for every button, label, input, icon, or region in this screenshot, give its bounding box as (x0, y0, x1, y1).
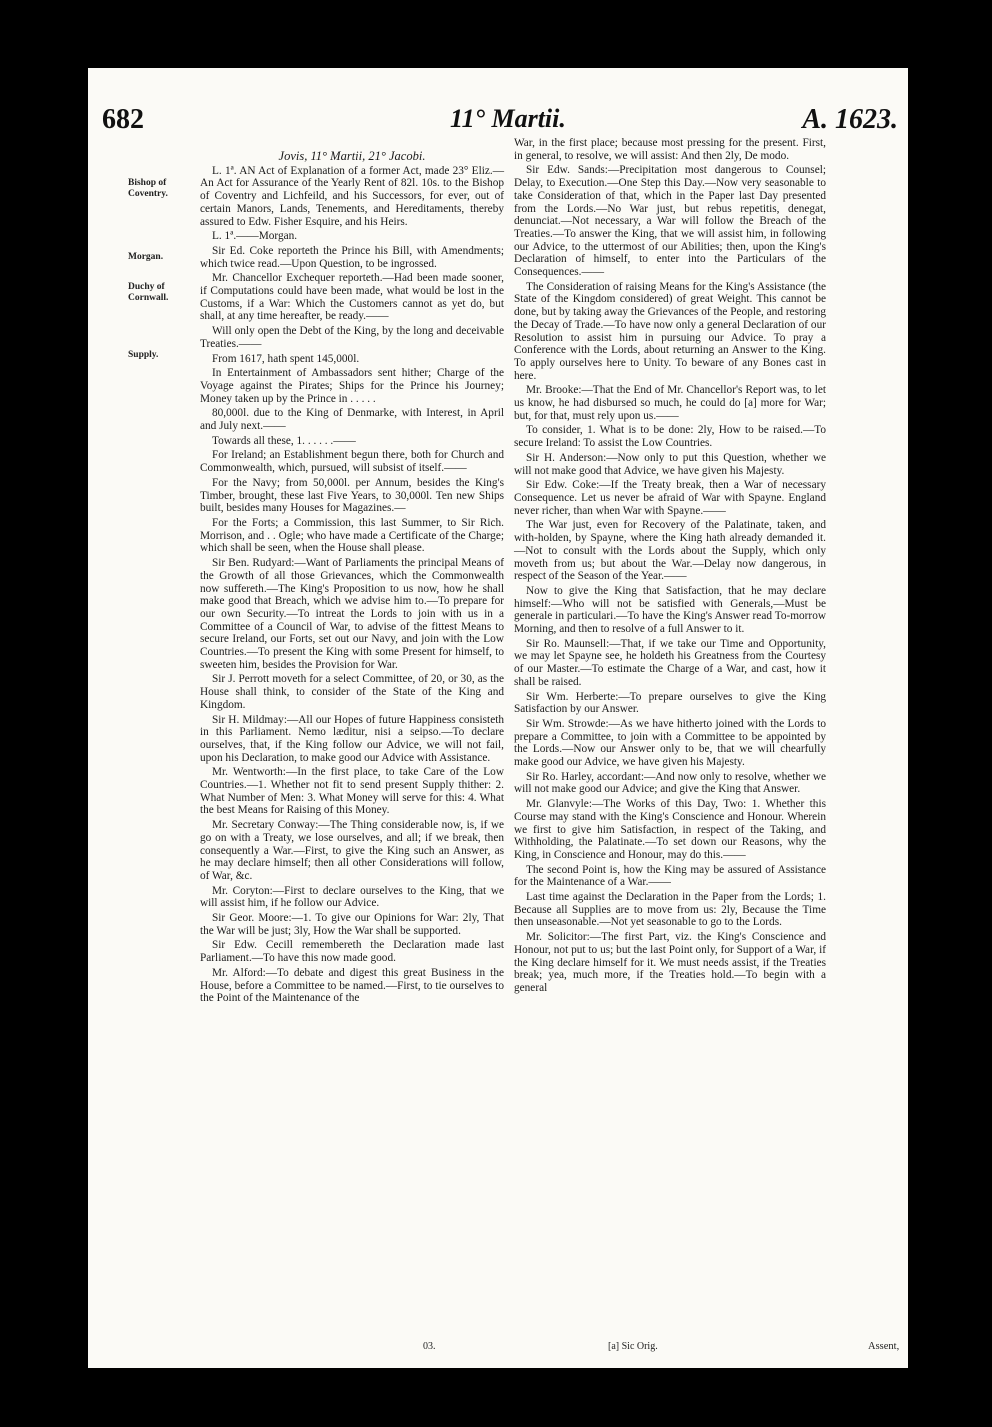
paragraph: L. 1ª.——Morgan. (212, 230, 298, 243)
document-page (88, 68, 908, 1368)
signature-mark: 03. (423, 1341, 436, 1352)
catchword: Assent, (868, 1341, 900, 1352)
paragraph: Sir Ro. Maunsell:—That, if we take our Time and Opportunity, we may let Spayne see, he holdeth his Greatness from the Courtesy of our Master.—To estimate the Charge of a War, and cast, how it shall be raised. (514, 637, 826, 688)
running-title: 11° Martii. (450, 104, 566, 133)
paragraph: Mr. Coryton:—First to declare ourselves to the King, that we will assist him, if he follow our Advice. (200, 884, 504, 910)
paragraph: Mr. Wentworth:—In the first place, to take Care of the Low Countries.—1. Whether not fit to send present Supply thither: 2. What Number of Men: 3. What Money will serve for this: 4. What the best Means for Raising of this Money. (200, 766, 504, 817)
right-column-body (514, 137, 826, 995)
paragraph: Mr. Chancellor Exchequer reporteth.—Had been made sooner, if Computations could have been made, what would be lost in the Customs, if a War: Which the Customers cannot as yet do, but shall, at any time hereafter, be ready.—— (200, 272, 504, 323)
year-heading: A. 1623. (802, 104, 898, 135)
paragraph: For Ireland; an Establishment begun there, both for Church and Commonwealth, which, pursued, will subsist of itself.—— (200, 449, 504, 475)
page-number: 682 (102, 104, 144, 135)
paragraph: Mr. Secretary Conway:—The Thing considerable now, is, if we go on with a Treaty, we lose ourselves, and all; if we break, then consequently a War.—First, to give the King such an Answer, as he may declare himself; then all other Considerations will follow, of War, &c. (200, 819, 504, 882)
margin-note: Bishop of Coventry. (128, 178, 168, 199)
paragraph: From 1617, hath spent 145,000l. (212, 352, 360, 365)
paragraph: Sir Ed. Coke reporteth the Prince his Bill, with Amendments; which twice read.—Upon Question, to be ingrossed. (200, 244, 504, 270)
paragraph: To consider, 1. What is to be done: 2ly, How to be raised.—To secure Ireland: To assist the Low Countries. (514, 424, 826, 450)
paragraph: Now to give the King that Satisfaction, that he may declare himself:—Who will not be satisfied with Generals,—Must be generale in particulari.—To have the King's Answer read To-morrow Morning, and then to resolve of a full Answer to it. (514, 584, 826, 636)
paragraph: Mr. Brooke:—That the End of Mr. Chancellor's Report was, to let us know, he had disbursed so much, he could do [a] more for War; but, for that, must rely upon us.—— (514, 384, 826, 422)
margin-note: Supply. (128, 350, 159, 360)
paragraph: War, in the first place; because most pressing for the present. First, in general, to resolve, we will assist: And then 2ly, De modo. (514, 137, 826, 162)
paragraph: Sir H. Anderson:—Now only to put this Question, whether we will not make good that Advice, we have given his Majesty. (514, 451, 826, 477)
paragraph: Sir Geor. Moore:—1. To give our Opinions for War: 2ly, That the War will be just; 3ly, How the War shall be supported. (200, 912, 504, 937)
paragraph: Mr. Solicitor:—The first Part, viz. the King's Conscience and Honour, not put to us; but the last Point only, for Support of a War, if the King declare himself for it. We must needs assist, if the Treaties break; yea, much more, if the Treaties hold.—To begin with a general (514, 931, 826, 994)
paragraph: Sir Ben. Rudyard:—Want of Parliaments the principal Means of the Growth of all those Grievances, which the Commonwealth now suffereth.—The King's Proposition to us now, how he shall make good that Breach, which we advise him to.—To prepare for our own Security.—To intreat the Lords to join with us in a Committee of a Council of War, to advise of the fittest Means to secure Ireland, our Forts, set out our Navy, and join with the Low Countries.—To present the King with some Present for himself, to sweeten him, besides the Provision for War. (200, 557, 504, 671)
paragraph: Towards all these, 1. . . . . .—— (212, 434, 356, 447)
paragraph: Sir Edw. Sands:—Precipitation most dangerous to Counsel; Delay, to Execution.—One Step this Day.—Now very seasonable to take Consideration of that, which in the Paper last Day presented from the Lords.—No War just, but rebus repetitis, denegat, denunciat.—Not necessary, a War will follow the Breach of the Treaties.—To answer the King, that we will assist him, in following our Advice, to the uttermost of our Abilities; then, upon the King's Declaration of himself, to enter into the Particulars of the Consequences.—— (514, 164, 826, 279)
paragraph: For the Navy; from 50,000l. per Annum, besides the King's Timber, brought, these last Five Years, to 30,000l. Ten new Ships built, besides many Houses for Magazines.— (200, 476, 504, 515)
paragraph: Sir Edw. Coke:—If the Treaty break, then a War of necessary Consequence. Let us never be afraid of War with Spayne. England never richer, than when War with Spayne.—— (514, 479, 826, 517)
paragraph: Last time against the Declaration in the Paper from the Lords; 1. Because all Supplies are to move from us: 2ly, Because the Time then unseasonable.—Not yet seasonable to go to the Lords. (514, 891, 826, 929)
paragraph: Sir Wm. Herberte:—To prepare ourselves to give the King Satisfaction by our Answer. (514, 690, 826, 716)
paragraph: Sir Edw. Cecill remembereth the Declaration made last Parliament.—To have this now made good. (200, 939, 504, 965)
margin-note: Duchy of Cornwall. (128, 282, 169, 303)
paragraph: For the Forts; a Commission, this last Summer, to Sir Rich. Morrison, and . . Ogle; who have made a Certificate of the Charge; which shall be seen, when the House shall please. (200, 516, 504, 555)
left-column (200, 150, 504, 1007)
paragraph: The second Point is, how the King may be assured of Assistance for the Maintenance of a War.—— (514, 863, 826, 889)
paragraph: Sir J. Perrott moveth for a select Committee, of 20, or 30, as the House shall think, to consider of the State of the King and Kingdom. (200, 673, 504, 711)
margin-note: Morgan. (128, 252, 164, 262)
paragraph: L. 1ª. AN Act of Explanation of a former Act, made 23° Eliz.—An Act for Assurance of the Yearly Rent of 82l. 10s. to the Bishop of Coventry and Lichfeild, and his Successors, for ever, out of certain Manors, Lands, Tenements, and Hereditaments, thereby assured to Edw. Fisher Esquire, and his Heirs. (200, 164, 504, 228)
paragraph: Sir Wm. Strowde:—As we have hitherto joined with the Lords to prepare a Committee, to join with a Committee to be appointed by the Lords.—Now our Answer only to be, that we will chearfully make good our Advice, we have given his Majesty. (514, 717, 826, 769)
paragraph: The Consideration of raising Means for the King's Assistance (the State of the Kingdom considered) of great Weight. This cannot be done, but by taking away the Grievances of the People, and restoring the Decay of Trade.—To have now only a general Declaration of our Resolution to assist him in pursuing our Advice. To pray a Conference with the Lords, about returning an Answer to the King. To apply ourselves here to Unity. To beware of any Bones cast in here. (514, 280, 826, 382)
paragraph: Sir H. Mildmay:—All our Hopes of future Happiness consisteth in this Parliament. Nemo læditur, nisi a seipso.—To declare ourselves, that, if the King follow our Advice, we will not fail, upon his Declaration, to make good our Advice with Assistance. (200, 713, 504, 764)
paragraph: Will only open the Debt of the King, by the long and deceivable Treaties.—— (200, 325, 504, 350)
footnote: [a] Sic Orig. (608, 1341, 658, 1352)
paragraph: Mr. Glanvyle:—The Works of this Day, Two: 1. Whether this Course may stand with the King's Conscience and Honour. Wherein we first to give him Satisfaction, in respect of the Taking, and Withholding, the Palatinate.—To set down our Reasons, why the King, in Conscience and Honour, may do this.—— (514, 798, 826, 861)
paragraph: In Entertainment of Ambassadors sent hither; Charge of the Voyage against the Pirates; Ships for the Prince his Journey; Money taken up by the Prince in . . . . . (200, 367, 504, 405)
right-column (514, 137, 826, 997)
left-column-body (200, 165, 504, 1005)
paragraph: Sir Ro. Harley, accordant:—And now only to resolve, whether we will not make good our Advice; and give the King that Answer. (514, 770, 826, 796)
paragraph: The War just, even for Recovery of the Palatinate, taken, and with-holden, by Spayne, where the King hath already demanded it.—Not to consult with the Lords about the Supply, which only moveth from us; but about the War.—Delay now dangerous, in respect of the Season of the Year.—— (514, 519, 826, 583)
day-heading: Jovis, 11° Martii, 21° Jacobi. (278, 149, 426, 163)
paragraph: 80,000l. due to the King of Denmarke, with Interest, in April and July next.—— (200, 407, 504, 433)
paragraph: Mr. Alford:—To debate and digest this great Business in the House, before a Committee to be named.—First, to tie ourselves to the Point of the Maintenance of the (200, 966, 504, 1005)
